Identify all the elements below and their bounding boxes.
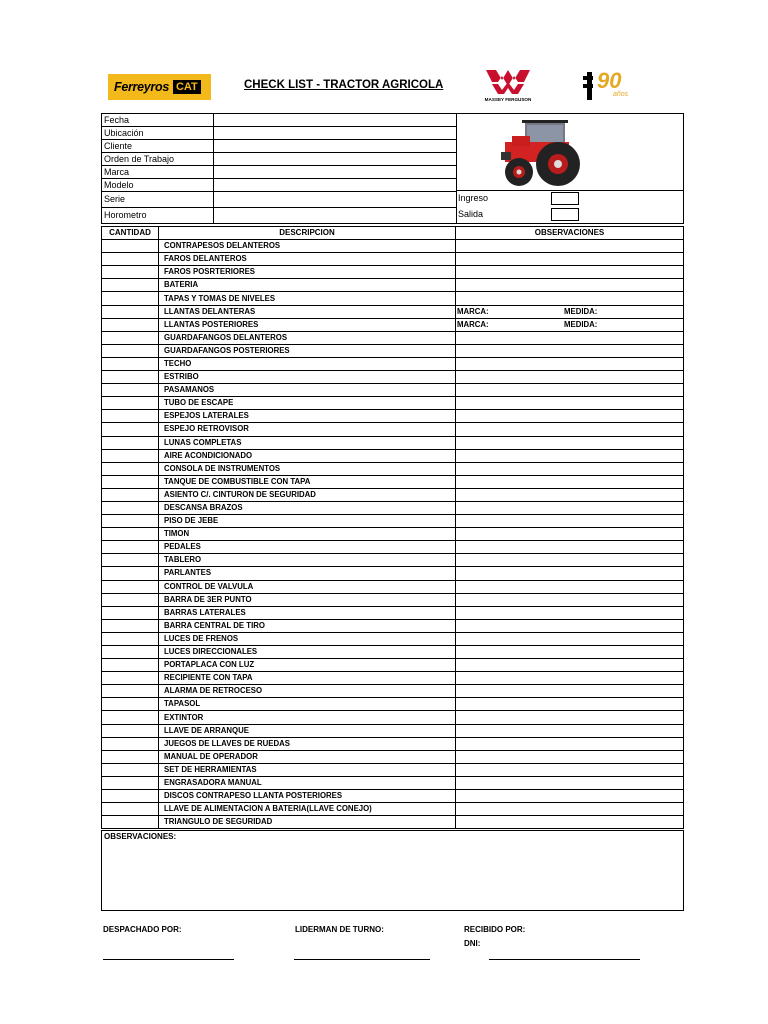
descripcion-cell: TANQUE DE COMBUSTIBLE CON TAPA [159,475,456,488]
cantidad-cell[interactable] [102,632,159,645]
cantidad-cell[interactable] [102,305,159,318]
cantidad-cell[interactable] [102,816,159,829]
observaciones-cell[interactable] [456,567,684,580]
table-row [102,685,684,698]
descripcion-cell: LLAVE DE ARRANQUE [159,724,456,737]
table-row [102,344,684,357]
observaciones-cell[interactable] [456,593,684,606]
cantidad-cell[interactable] [102,790,159,803]
table-row [102,397,684,410]
cantidad-cell[interactable] [102,423,159,436]
table-row [102,475,684,488]
table-row [102,619,684,632]
table-row [102,606,684,619]
descripcion-cell: PEDALES [159,541,456,554]
table-row [102,737,684,750]
table-row [102,449,684,462]
marca-label: MARCA: [457,306,489,316]
table-row [102,528,684,541]
cantidad-cell[interactable] [102,554,159,567]
table-row [102,724,684,737]
salida-label: Salida [458,209,484,219]
info-row [102,192,457,208]
observaciones-cell[interactable] [456,357,684,370]
table-row [102,462,684,475]
table-row [102,357,684,370]
cantidad-cell[interactable] [102,410,159,423]
descripcion-cell: BARRAS LATERALES [159,606,456,619]
despachado-label: DESPACHADO POR: [103,925,182,934]
info-row [102,208,457,224]
table-row [102,410,684,423]
info-label: Modelo [102,179,214,192]
cantidad-cell[interactable] [102,292,159,305]
cantidad-cell[interactable] [102,462,159,475]
descripcion-cell: ESTRIBO [159,371,456,384]
cantidad-cell[interactable] [102,685,159,698]
table-row [102,371,684,384]
observaciones-cell[interactable] [456,501,684,514]
info-value-field[interactable] [214,153,457,166]
table-row [102,776,684,789]
observaciones-cell[interactable] [456,816,684,829]
info-value-field[interactable] [214,166,457,179]
descripcion-cell: SET DE HERRAMIENTAS [159,763,456,776]
info-row [102,166,457,179]
observaciones-cell[interactable] [456,253,684,266]
observaciones-cell[interactable] [456,449,684,462]
descripcion-cell: PARLANTES [159,567,456,580]
table-row [102,790,684,803]
document-title: CHECK LIST - TRACTOR AGRICOLA [244,79,444,91]
salida-checkbox[interactable] [551,208,579,221]
observaciones-cell[interactable] [456,541,684,554]
table-row [102,331,684,344]
table-row [102,659,684,672]
observaciones-cell[interactable] [456,724,684,737]
observaciones-cell[interactable] [456,462,684,475]
cantidad-cell[interactable] [102,567,159,580]
descripcion-cell: TIMON [159,528,456,541]
table-row [102,305,684,318]
descripcion-cell: PISO DE JEBE [159,515,456,528]
cantidad-cell[interactable] [102,253,159,266]
liderman-label: LIDERMAN DE TURNO: [295,925,384,934]
observaciones-cell[interactable] [456,436,684,449]
descripcion-cell: LUCES DIRECCIONALES [159,646,456,659]
info-value-field[interactable] [214,179,457,192]
descripcion-cell: ASIENTO C/. CINTURON DE SEGURIDAD [159,488,456,501]
observaciones-cell[interactable] [456,488,684,501]
cantidad-cell[interactable] [102,318,159,331]
descripcion-cell: TABLERO [159,554,456,567]
observaciones-cell[interactable] [456,371,684,384]
descripcion-cell: LUCES DE FRENOS [159,632,456,645]
observaciones-cell[interactable] [456,266,684,279]
descripcion-cell: PORTAPLACA CON LUZ [159,659,456,672]
table-row [102,318,684,331]
info-table [101,113,457,224]
info-row [102,114,457,127]
descripcion-cell: LLANTAS POSTERIORES [159,318,456,331]
ferreyros-logo-text: Ferreyros [114,80,169,94]
cat-logo-text: CAT [173,80,201,94]
descripcion-cell: TECHO [159,357,456,370]
medida-label: MEDIDA: [564,306,598,316]
liderman-signature-line [294,959,430,960]
observaciones-cell[interactable] [456,318,684,331]
info-label: Cliente [102,140,214,153]
table-row [102,488,684,501]
anniversary-text: años [613,91,629,98]
descripcion-cell: CONSOLA DE INSTRUMENTOS [159,462,456,475]
table-row [102,554,684,567]
table-row [102,279,684,292]
table-row [102,423,684,436]
observaciones-label: OBSERVACIONES: [104,832,177,841]
observaciones-cell[interactable] [456,305,684,318]
medida-label: MEDIDA: [564,319,598,329]
descripcion-cell: TAPASOL [159,698,456,711]
observaciones-cell[interactable] [456,515,684,528]
table-row [102,763,684,776]
cantidad-cell[interactable] [102,750,159,763]
ingreso-label: Ingreso [458,193,489,203]
descripcion-cell: GUARDAFANGOS POSTERIORES [159,344,456,357]
despachado-signature-line [103,959,234,960]
descripcion-cell: DESCANSA BRAZOS [159,501,456,514]
table-row [102,292,684,305]
descripcion-cell: ALARMA DE RETROCESO [159,685,456,698]
cantidad-cell[interactable] [102,384,159,397]
observaciones-cell[interactable] [456,672,684,685]
observaciones-cell[interactable] [456,475,684,488]
observaciones-cell[interactable] [456,711,684,724]
descripcion-cell: ENGRASADORA MANUAL [159,776,456,789]
cantidad-cell[interactable] [102,475,159,488]
observaciones-cell[interactable] [456,790,684,803]
observaciones-cell[interactable] [456,659,684,672]
table-row [102,567,684,580]
descripcion-cell: LLAVE DE ALIMENTACION A BATERIA(LLAVE CONEJO) [159,803,456,816]
cantidad-cell[interactable] [102,803,159,816]
cantidad-cell[interactable] [102,240,159,253]
observaciones-cell[interactable] [456,384,684,397]
observaciones-cell[interactable] [456,763,684,776]
recibido-signature-line [489,959,640,960]
tractor-photo-frame [456,113,684,191]
ingreso-salida-box [456,191,684,224]
dni-label: DNI: [464,939,481,948]
observaciones-cell[interactable] [456,410,684,423]
table-row [102,580,684,593]
observaciones-cell[interactable] [456,646,684,659]
cantidad-cell[interactable] [102,279,159,292]
table-row [102,632,684,645]
info-value-field[interactable] [214,114,457,127]
info-value-field[interactable] [214,127,457,140]
table-row [102,672,684,685]
cantidad-cell[interactable] [102,436,159,449]
table-row [102,253,684,266]
ferreyros-logo [108,74,211,100]
observaciones-cell[interactable] [456,397,684,410]
cantidad-cell[interactable] [102,371,159,384]
cantidad-cell[interactable] [102,711,159,724]
table-row [102,816,684,829]
cantidad-cell[interactable] [102,646,159,659]
massey-ferguson-logo-text: MASSEY FERGUSON [484,97,532,102]
cantidad-cell[interactable] [102,763,159,776]
descripcion-cell: ESPEJOS LATERALES [159,410,456,423]
cantidad-cell[interactable] [102,488,159,501]
info-label: Orden de Trabajo [102,153,214,166]
descripcion-cell: CONTROL DE VALVULA [159,580,456,593]
observaciones-header: OBSERVACIONES [456,227,684,240]
descripcion-cell: CONTRAPESOS DELANTEROS [159,240,456,253]
descripcion-cell: PASAMANOS [159,384,456,397]
cantidad-cell[interactable] [102,672,159,685]
table-row [102,436,684,449]
table-row [102,750,684,763]
observaciones-cell[interactable] [456,685,684,698]
descripcion-cell: DISCOS CONTRAPESO LLANTA POSTERIORES [159,790,456,803]
info-row [102,179,457,192]
cantidad-cell[interactable] [102,331,159,344]
cantidad-cell[interactable] [102,344,159,357]
cantidad-cell[interactable] [102,515,159,528]
observaciones-cell[interactable] [456,423,684,436]
observaciones-cell[interactable] [456,750,684,763]
descripcion-cell: LLANTAS DELANTERAS [159,305,456,318]
cantidad-cell[interactable] [102,724,159,737]
table-row [102,240,684,253]
observaciones-cell[interactable] [456,632,684,645]
checklist-table [101,226,684,829]
recibido-label: RECIBIDO POR: [464,925,526,934]
descripcion-cell: AIRE ACONDICIONADO [159,449,456,462]
observaciones-cell[interactable] [456,279,684,292]
table-row [102,698,684,711]
observaciones-cell[interactable] [456,803,684,816]
observaciones-cell[interactable] [456,698,684,711]
descripcion-cell: LUNAS COMPLETAS [159,436,456,449]
descripcion-header: DESCRIPCION [159,227,456,240]
cantidad-cell[interactable] [102,449,159,462]
observaciones-cell[interactable] [456,606,684,619]
table-row [102,384,684,397]
cantidad-cell[interactable] [102,698,159,711]
descripcion-cell: GUARDAFANGOS DELANTEROS [159,331,456,344]
descripcion-cell: TAPAS Y TOMAS DE NIVELES [159,292,456,305]
cantidad-cell[interactable] [102,541,159,554]
anniversary-number: 90 [597,68,622,93]
observaciones-cell[interactable] [456,554,684,567]
cantidad-cell[interactable] [102,266,159,279]
info-value-field[interactable] [214,140,457,153]
observaciones-cell[interactable] [456,619,684,632]
observaciones-cell[interactable] [456,528,684,541]
checklist-header-row [102,227,684,240]
cantidad-cell[interactable] [102,501,159,514]
table-row [102,711,684,724]
table-row [102,515,684,528]
info-label: Ubicación [102,127,214,140]
info-value-field[interactable] [214,192,457,208]
table-row [102,593,684,606]
info-label: Serie [102,192,214,208]
observaciones-cell[interactable] [456,240,684,253]
observaciones-cell[interactable] [456,331,684,344]
cantidad-cell[interactable] [102,606,159,619]
info-label: Marca [102,166,214,179]
observaciones-box[interactable] [101,830,684,911]
descripcion-cell: RECIPIENTE CON TAPA [159,672,456,685]
observaciones-cell[interactable] [456,292,684,305]
table-row [102,803,684,816]
info-row [102,153,457,166]
tractor-icon [457,114,683,190]
descripcion-cell: JUEGOS DE LLAVES DE RUEDAS [159,737,456,750]
ferreyros-90-anos-logo [583,68,643,102]
descripcion-cell: MANUAL DE OPERADOR [159,750,456,763]
table-row [102,541,684,554]
cantidad-header: CANTIDAD [102,227,159,240]
observaciones-cell[interactable] [456,344,684,357]
cantidad-cell[interactable] [102,397,159,410]
ingreso-row [457,191,683,207]
descripcion-cell: FAROS DELANTEROS [159,253,456,266]
table-row [102,501,684,514]
table-row [102,646,684,659]
descripcion-cell: BARRA CENTRAL DE TIRO [159,619,456,632]
cantidad-cell[interactable] [102,619,159,632]
cantidad-cell[interactable] [102,593,159,606]
descripcion-cell: FAROS POSRTERIORES [159,266,456,279]
descripcion-cell: TUBO DE ESCAPE [159,397,456,410]
salida-row [457,207,683,223]
info-row [102,127,457,140]
info-row [102,140,457,153]
marca-label: MARCA: [457,319,489,329]
info-label: Fecha [102,114,214,127]
observaciones-cell[interactable] [456,776,684,789]
descripcion-cell: BATERIA [159,279,456,292]
info-value-field[interactable] [214,208,457,224]
observaciones-cell[interactable] [456,737,684,750]
descripcion-cell: ESPEJO RETROVISOR [159,423,456,436]
descripcion-cell: EXTINTOR [159,711,456,724]
table-row [102,266,684,279]
cantidad-cell[interactable] [102,659,159,672]
ingreso-checkbox[interactable] [551,192,579,205]
cantidad-cell[interactable] [102,737,159,750]
cantidad-cell[interactable] [102,580,159,593]
cantidad-cell[interactable] [102,776,159,789]
cantidad-cell[interactable] [102,357,159,370]
descripcion-cell: BARRA DE 3ER PUNTO [159,593,456,606]
observaciones-cell[interactable] [456,580,684,593]
cantidad-cell[interactable] [102,528,159,541]
descripcion-cell: TRIANGULO DE SEGURIDAD [159,816,456,829]
info-label: Horometro [102,208,214,224]
massey-ferguson-logo-icon [478,68,538,108]
